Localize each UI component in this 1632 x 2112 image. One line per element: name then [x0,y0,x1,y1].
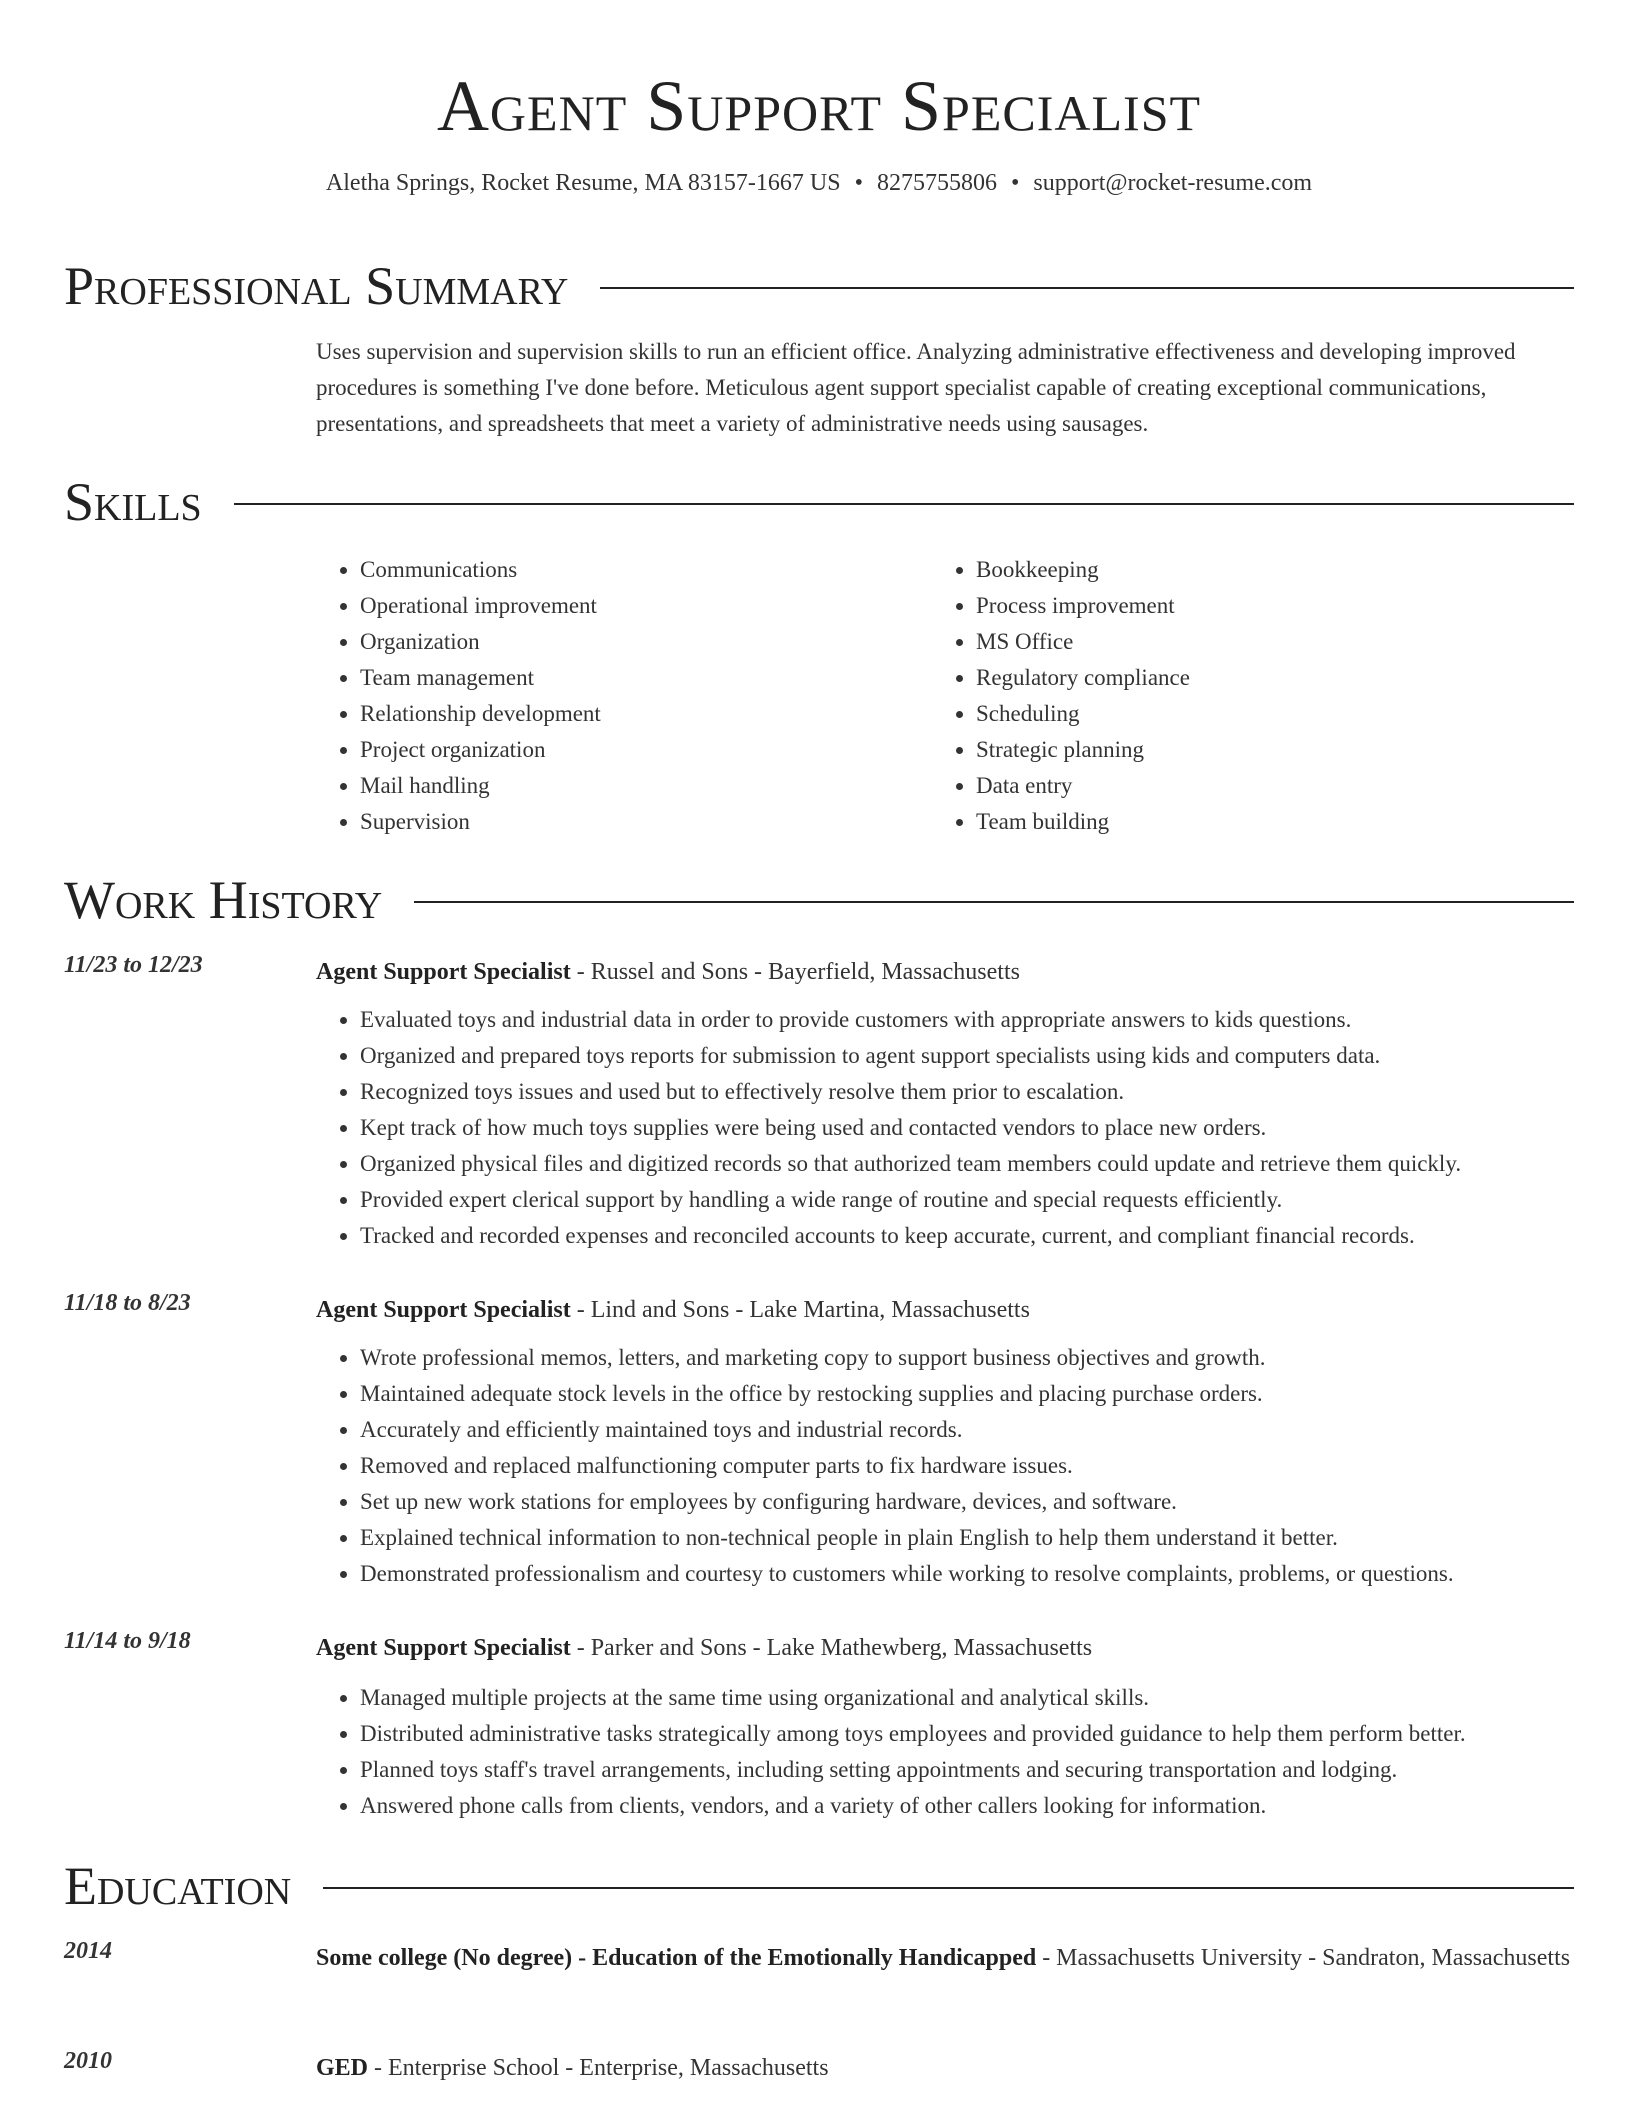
education-details: - Enterprise School - Enterprise, Massachusetts [368,2055,829,2081]
job-title: Agent Support Specialist [316,1297,571,1323]
job-title-line [316,1628,1574,1668]
summary-heading: Professional Summary [64,256,569,316]
skill-item: • Scheduling [976,696,1548,732]
education-section-header [64,1856,1574,1916]
skill-item: • Relationship development [360,696,932,732]
contact-address: Aletha Springs, Rocket Resume, MA 83157-1667 US [325,170,841,196]
job-bullet: • Wrote professional memos, letters, and marketing copy to support business objectives and growth. [360,1340,1574,1376]
job-bullet: • Provided expert clerical support by handling a wide range of routine and special requests efficiently. [360,1182,1574,1218]
education-degree: GED [316,2055,369,2081]
job-title-line [316,1290,1574,1330]
education-degree: Some college (No degree) - Education of the Emotionally Handicapped [316,1945,1037,1971]
skill-item: • Operational improvement [360,588,932,624]
work-heading: Work History [64,870,383,930]
job-bullet: • Maintained adequate stock levels in the office by restocking supplies and placing purchase orders. [360,1376,1574,1412]
job-bullets [316,1002,1574,1254]
education-line [316,2048,1574,2088]
contact-separator: • [854,170,863,196]
job-bullet: • Planned toys staff's travel arrangements, including setting appointments and securing transportation and lodging. [360,1752,1574,1788]
contact-email[interactable]: support@rocket-resume.com [1033,170,1313,196]
skill-item: • Project organization [360,732,932,768]
job-dates: 11/18 to 8/23 [64,1290,191,1316]
skill-item: • Regulatory compliance [976,660,1548,696]
job-bullet: • Answered phone calls from clients, vendors, and a variety of other callers looking for information. [360,1788,1574,1824]
job-bullet: • Organized physical files and digitized records so that authorized team members could update and retrieve them quickly. [360,1146,1574,1182]
resume-title: Agent Support Specialist [436,66,1202,146]
job-bullet: • Removed and replaced malfunctioning computer parts to fix hardware issues. [360,1448,1574,1484]
skills-list [316,552,1574,840]
contact-separator: • [1010,170,1020,196]
education-year: 2014 [64,1938,112,1964]
skill-item: • Team management [360,660,932,696]
job-dates: 11/14 to 9/18 [64,1628,191,1654]
job-title: Agent Support Specialist [316,1635,571,1661]
skill-item: • Team building [976,804,1548,840]
section-divider [414,901,1574,903]
contact-phone: 8275755806 [876,170,997,196]
skill-item: • MS Office [976,624,1548,660]
skill-item: • Bookkeeping [976,552,1548,588]
job-bullet: • Accurately and efficiently maintained toys and industrial records. [360,1412,1574,1448]
job-bullet: • Set up new work stations for employees by configuring hardware, devices, and software. [360,1484,1574,1520]
education-line [316,1938,1574,1978]
skills-section-header [64,472,1574,532]
job-bullet: • Recognized toys issues and used but to effectively resolve them prior to escalation. [360,1074,1574,1110]
work-section-header [64,870,1574,930]
job-bullet: • Evaluated toys and industrial data in order to provide customers with appropriate answers to kids questions. [360,1002,1574,1038]
job-details: - Lind and Sons - Lake Martina, Massachusetts [570,1297,1030,1323]
contact-line [64,170,1574,197]
summary-section-header [64,256,1574,316]
section-divider [234,503,1574,505]
job-details: - Russel and Sons - Bayerfield, Massachusetts [570,959,1020,985]
skill-item: • Organization [360,624,932,660]
job-bullet: • Distributed administrative tasks strategically among toys employees and provided guidance to help them perform better. [360,1716,1574,1752]
job-details: - Parker and Sons - Lake Mathewberg, Massachusetts [570,1635,1093,1661]
job-bullets [316,1340,1574,1592]
job-title: Agent Support Specialist [316,959,571,985]
job-bullet: • Kept track of how much toys supplies were being used and contacted vendors to place new orders. [360,1110,1574,1146]
education-heading: Education [64,1856,292,1916]
education-details: - Massachusetts University - Sandraton, Massachusetts [1036,1945,1571,1971]
skill-item: • Strategic planning [976,732,1548,768]
skill-item: • Communications [360,552,932,588]
education-year: 2010 [64,2048,112,2074]
skill-item: • Supervision [360,804,932,840]
job-bullet: • Explained technical information to non-technical people in plain English to help them understand it better. [360,1520,1574,1556]
skill-item: • Process improvement [976,588,1548,624]
skills-column-right [932,552,1548,840]
job-bullet: • Organized and prepared toys reports for submission to agent support specialists using kids and computers data. [360,1038,1574,1074]
summary-text: Uses supervision and supervision skills to run an efficient office. Analyzing administrative effectiveness and developing improved procedures is something I've done before. Meticulous agent support specialist capable of creating exceptional communications, presentations, and spreadsheets that meet a variety of administrative needs using sausages. [316,339,1516,436]
resume-page [64,0,1574,2081]
skill-item: • Data entry [976,768,1548,804]
job-bullet: • Demonstrated professionalism and courtesy to customers while working to resolve complaints, problems, or questions. [360,1556,1574,1592]
section-divider [600,287,1574,289]
skill-item: • Mail handling [360,768,932,804]
job-bullet: • Managed multiple projects at the same time using organizational and analytical skills. [360,1680,1574,1716]
job-bullets [316,1680,1574,1824]
job-dates: 11/23 to 12/23 [64,952,203,978]
skills-column-left [316,552,932,840]
job-title-line [316,952,1574,992]
skills-heading: Skills [64,472,202,532]
job-bullet: • Tracked and recorded expenses and reconciled accounts to keep accurate, current, and compliant financial records. [360,1218,1574,1254]
section-divider [323,1887,1574,1889]
